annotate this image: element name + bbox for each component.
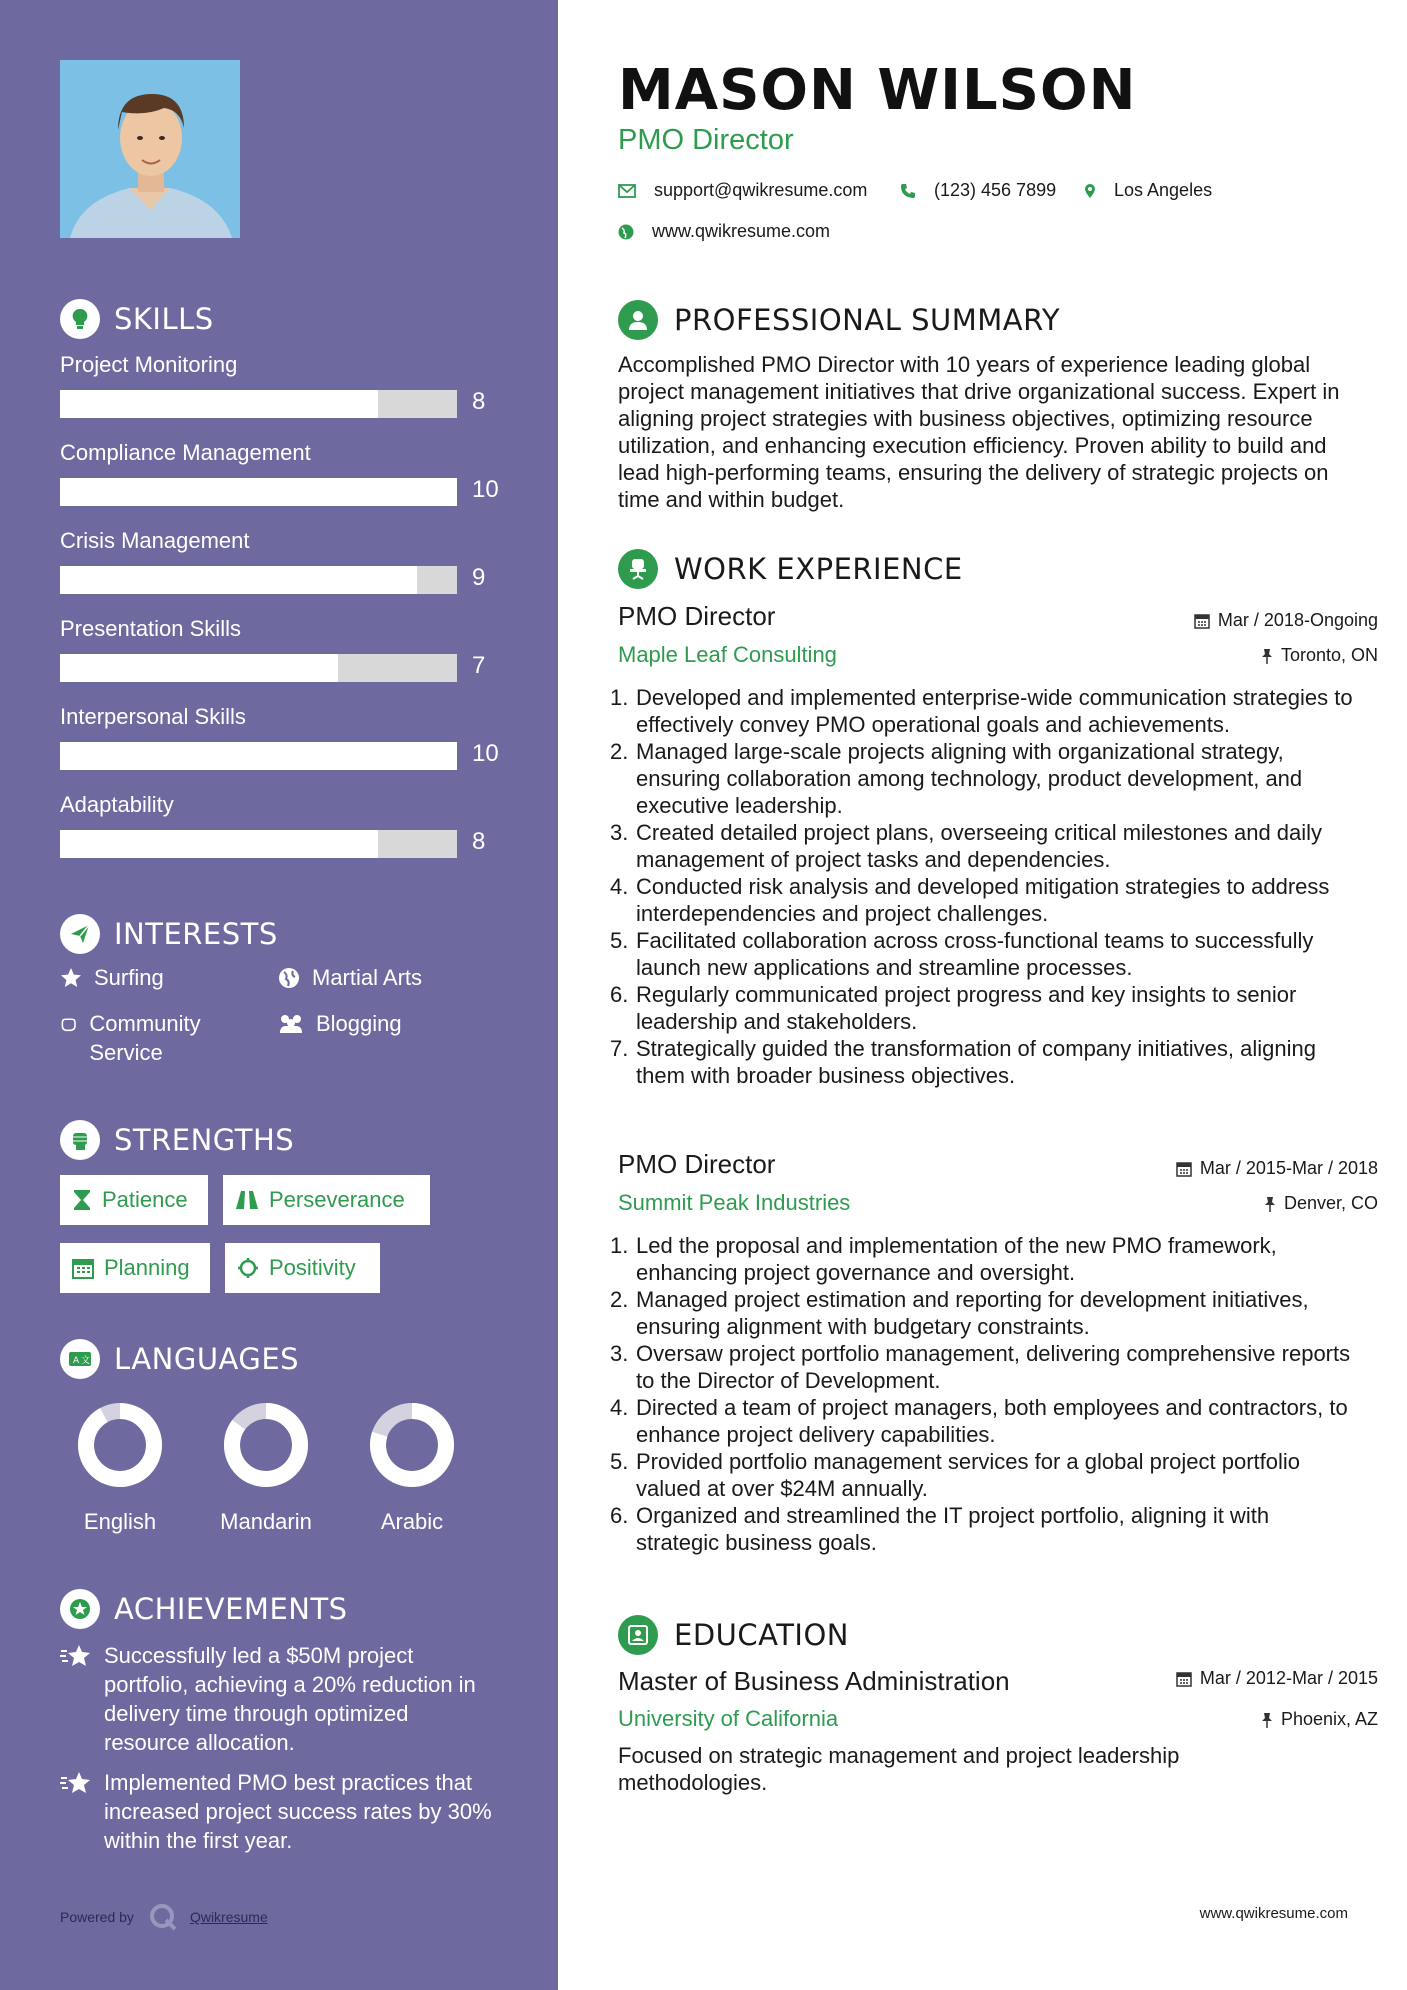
strength-label: Perseverance: [269, 1187, 405, 1212]
job-dates: [1194, 610, 1378, 631]
responsibility-item: [610, 1394, 1353, 1448]
responsibility-text: Regularly communicated project progress and key insights to senior leadership and stakeholders.: [636, 982, 1297, 1034]
skills-heading-text: SKILLS: [114, 302, 214, 336]
item-number: 6.: [610, 982, 629, 1007]
phone-icon: [900, 183, 916, 199]
job-location-text: Toronto, ON: [1280, 645, 1378, 665]
item-number: 2.: [610, 739, 629, 764]
strength-badge: [60, 1243, 210, 1293]
skill-value: 7: [472, 652, 486, 679]
star-burst-icon: [60, 1770, 92, 1796]
item-number: 4.: [610, 1395, 629, 1420]
skill-bar-fill: [60, 830, 378, 858]
phone-text: (123) 456 7899: [934, 180, 1057, 200]
job-company: Maple Leaf Consulting: [618, 642, 837, 667]
responsibility-text: Strategically guided the transformation of company initiatives, aligning them with broader business objectives.: [636, 1036, 1316, 1088]
education-location: [1261, 1709, 1378, 1730]
summary-text: Accomplished PMO Director with 10 years of experience leading global project management initiatives that drive organizational success. Expert in aligning project strategies with business objectives, optimizing resource utilization, and enhancing execution efficiency. Proven ability to build and lead high-performing teams, ensuring the delivery of strategic projects on time and within budget.: [618, 352, 1340, 512]
interests-heading: [60, 914, 278, 954]
responsibility-text: Managed large-scale projects aligning with organizational strategy, ensuring collaboration among technology, product development, and executive leadership.: [636, 739, 1303, 818]
responsibility-item: [610, 1035, 1353, 1089]
responsibility-text: Oversaw project portfolio management, delivering comprehensive reports to the Director of Development.: [636, 1341, 1351, 1393]
achievement-text: Implemented PMO best practices that increased project success rates by 30% within the first year.: [104, 1770, 492, 1853]
pushpin-icon: [1261, 1712, 1273, 1728]
skill-item: [60, 528, 500, 591]
education-school: University of California: [618, 1706, 839, 1731]
responsibility-item: [610, 981, 1353, 1035]
responsibility-item: [610, 1448, 1353, 1502]
interests-heading-text: INTERESTS: [114, 917, 278, 951]
map-pin-icon: [1084, 183, 1096, 199]
achievements-heading-text: ACHIEVEMENTS: [114, 1592, 348, 1626]
responsibility-text: Directed a team of project managers, both employees and contractors, to enhance project delivery capabilities.: [636, 1395, 1348, 1447]
contact-email[interactable]: [618, 180, 867, 201]
job-location: [1264, 1193, 1378, 1214]
job-role: PMO Director: [618, 1149, 776, 1179]
job-dates-text: Mar / 2015-Mar / 2018: [1199, 1158, 1378, 1178]
calendar-icon: [1176, 1671, 1192, 1687]
candidate-title: PMO Director: [618, 124, 794, 156]
envelope-icon: [618, 184, 636, 198]
job-company: Summit Peak Industries: [618, 1190, 851, 1215]
job-responsibilities: [610, 684, 1353, 1089]
star-icon: [60, 967, 82, 989]
responsibility-text: Developed and implemented enterprise-wide communication strategies to effectively convey PMO operational goals and achievements.: [636, 685, 1353, 737]
users-icon: [278, 1013, 304, 1035]
strength-label: Planning: [104, 1255, 190, 1280]
responsibility-text: Conducted risk analysis and developed mitigation strategies to address interdependencies and project challenges.: [636, 874, 1330, 926]
interest-label: Martial Arts: [312, 965, 423, 990]
responsibility-text: Led the proposal and implementation of the new PMO framework, enhancing project governance and oversight.: [636, 1233, 1277, 1285]
achievements-heading: [60, 1589, 348, 1629]
responsibility-text: Provided portfolio management services for a global project portfolio valued at over $24M annually.: [636, 1449, 1301, 1501]
contact-phone[interactable]: [900, 180, 1056, 201]
svg-text:A: A: [73, 1356, 80, 1366]
calendar-icon: [1176, 1161, 1192, 1177]
skill-name: Adaptability: [60, 792, 174, 817]
skill-name: Interpersonal Skills: [60, 704, 246, 729]
skill-name: Presentation Skills: [60, 616, 241, 641]
pushpin-icon: [1261, 648, 1273, 664]
responsibility-item: [610, 873, 1353, 927]
item-number: 6.: [610, 1503, 629, 1528]
responsibility-item: [610, 1340, 1353, 1394]
qwikresume-link[interactable]: Qwikresume: [189, 1909, 268, 1925]
strengths-heading-text: STRENGTHS: [114, 1123, 295, 1157]
achievement-item: [60, 1768, 500, 1855]
responsibility-item: [610, 819, 1353, 873]
responsibility-text: Facilitated collaboration across cross-functional teams to successfully launch new applications and streamline processes.: [636, 928, 1314, 980]
globe-icon: [618, 224, 634, 240]
job-dates: [1176, 1158, 1378, 1179]
skill-name: Project Monitoring: [60, 352, 238, 377]
location-text: Los Angeles: [1114, 180, 1213, 200]
language-name: Arabic: [380, 1509, 444, 1534]
user-icon: [618, 300, 658, 340]
road-icon: [235, 1190, 259, 1210]
skill-item: [60, 352, 500, 415]
strengths-heading: [60, 1120, 294, 1160]
education-dates: [1176, 1668, 1378, 1689]
item-number: 4.: [610, 874, 629, 899]
language-donut: [206, 1400, 326, 1490]
responsibility-text: Organized and streamlined the IT project portfolio, aligning it with strategic business goals.: [636, 1503, 1270, 1555]
experience-heading-text: WORK EXPERIENCE: [674, 552, 963, 586]
star-burst-icon: [60, 1643, 92, 1669]
language-donut: [352, 1400, 472, 1490]
language-item: [206, 1400, 326, 1535]
language-icon: [60, 1339, 100, 1379]
job-location-text: Denver, CO: [1283, 1193, 1378, 1213]
language-name: English: [83, 1509, 157, 1534]
job-responsibilities: [610, 1232, 1353, 1556]
strength-label: Patience: [102, 1187, 188, 1212]
interest-label: Community Service: [89, 1011, 201, 1065]
graduate-icon: [618, 1615, 658, 1655]
achievement-text: Successfully led a $50M project portfolio, achieving a 20% reduction in delivery time through optimized resource allocation.: [104, 1643, 476, 1755]
interest-item: [60, 966, 164, 992]
svg-text:文: 文: [81, 1356, 91, 1366]
interest-item: [60, 1012, 240, 1067]
contact-location: [1084, 180, 1212, 201]
responsibility-text: Managed project estimation and reporting for development initiatives, ensuring alignment with budgetary constraints.: [636, 1287, 1309, 1339]
skill-bar: [60, 478, 457, 506]
skill-bar: [60, 566, 457, 594]
strength-badge: [223, 1175, 430, 1225]
job-dates-text: Mar / 2018-Ongoing: [1217, 610, 1378, 630]
item-number: 3.: [610, 820, 629, 845]
skill-value: 10: [472, 476, 499, 503]
experience-heading: [618, 549, 963, 589]
office-chair-icon: [618, 549, 658, 589]
language-name: Mandarin: [220, 1509, 312, 1534]
summary-heading: [618, 300, 1060, 340]
interest-item: [278, 966, 422, 992]
education-description: Focused on strategic management and project leadership methodologies.: [618, 1743, 1180, 1795]
item-number: 1.: [610, 685, 629, 710]
skill-bar: [60, 830, 457, 858]
skill-value: 8: [472, 828, 486, 855]
education-degree: Master of Business Administration: [618, 1666, 1010, 1696]
skill-value: 10: [472, 740, 499, 767]
pushpin-icon: [1264, 1196, 1276, 1212]
responsibility-item: [610, 927, 1353, 981]
skill-item: [60, 616, 500, 679]
strength-badge: [60, 1175, 208, 1225]
skill-item: [60, 440, 500, 503]
email-text: support@qwikresume.com: [654, 180, 868, 200]
skill-bar-fill: [60, 478, 457, 506]
job-role: PMO Director: [618, 601, 776, 631]
skill-item: [60, 704, 500, 767]
powered-by: [60, 1902, 268, 1932]
skill-bar-fill: [60, 742, 457, 770]
education-dates-text: Mar / 2012-Mar / 2015: [1199, 1668, 1378, 1688]
lightbulb-icon: [60, 299, 100, 339]
responsibility-item: [610, 1286, 1353, 1340]
fist-icon: [60, 1120, 100, 1160]
education-heading-text: EDUCATION: [674, 1618, 850, 1652]
responsibility-item: [610, 684, 1353, 738]
candidate-name: MASON WILSON: [618, 58, 1137, 123]
interest-label: Blogging: [316, 1011, 402, 1036]
education-heading: [618, 1615, 849, 1655]
skill-bar: [60, 742, 457, 770]
strength-label: Positivity: [269, 1255, 356, 1280]
calendar-icon: [72, 1257, 94, 1279]
footer-url[interactable]: www.qwikresume.com: [1199, 1905, 1348, 1922]
skill-value: 8: [472, 388, 486, 415]
profile-photo: [60, 60, 240, 238]
skill-value: 9: [472, 564, 486, 591]
achievement-item: [60, 1641, 500, 1757]
responsibility-item: [610, 1502, 1353, 1556]
responsibility-text: Created detailed project plans, overseeing critical milestones and daily management of project tasks and dependencies.: [636, 820, 1323, 872]
summary-heading-text: PROFESSIONAL SUMMARY: [674, 303, 1061, 337]
item-number: 7.: [610, 1036, 629, 1061]
language-item: [60, 1400, 180, 1535]
responsibility-item: [610, 1232, 1353, 1286]
interest-label: Surfing: [94, 965, 164, 990]
languages-heading-text: LANGUAGES: [114, 1342, 300, 1376]
paper-plane-icon: [60, 914, 100, 954]
skill-name: Compliance Management: [60, 440, 311, 465]
language-item: [352, 1400, 472, 1535]
item-number: 1.: [610, 1233, 629, 1258]
contact-website[interactable]: [618, 221, 830, 242]
sun-icon: [237, 1257, 259, 1279]
globe-icon: [278, 967, 300, 989]
skill-bar-fill: [60, 390, 378, 418]
sidebar: [0, 0, 558, 1990]
hand-icon: [60, 1013, 77, 1035]
item-number: 3.: [610, 1341, 629, 1366]
skill-bar-fill: [60, 654, 338, 682]
strength-badge: [225, 1243, 380, 1293]
website-text: www.qwikresume.com: [652, 221, 831, 241]
language-donut: [60, 1400, 180, 1490]
skill-name: Crisis Management: [60, 528, 250, 553]
hourglass-icon: [72, 1189, 92, 1211]
job-location: [1261, 645, 1378, 666]
award-star-icon: [60, 1589, 100, 1629]
responsibility-item: [610, 738, 1353, 819]
skills-heading: [60, 299, 214, 339]
qwikresume-logo-icon: [148, 1902, 178, 1932]
item-number: 5.: [610, 928, 629, 953]
skill-bar-fill: [60, 566, 417, 594]
calendar-icon: [1194, 613, 1210, 629]
item-number: 2.: [610, 1287, 629, 1312]
interest-item: [278, 1012, 402, 1038]
skill-bar: [60, 390, 457, 418]
skill-item: [60, 792, 500, 855]
languages-heading: [60, 1339, 299, 1379]
powered-by-text: Powered by: [60, 1909, 134, 1925]
education-location-text: Phoenix, AZ: [1280, 1709, 1378, 1729]
skill-bar: [60, 654, 457, 682]
item-number: 5.: [610, 1449, 629, 1474]
